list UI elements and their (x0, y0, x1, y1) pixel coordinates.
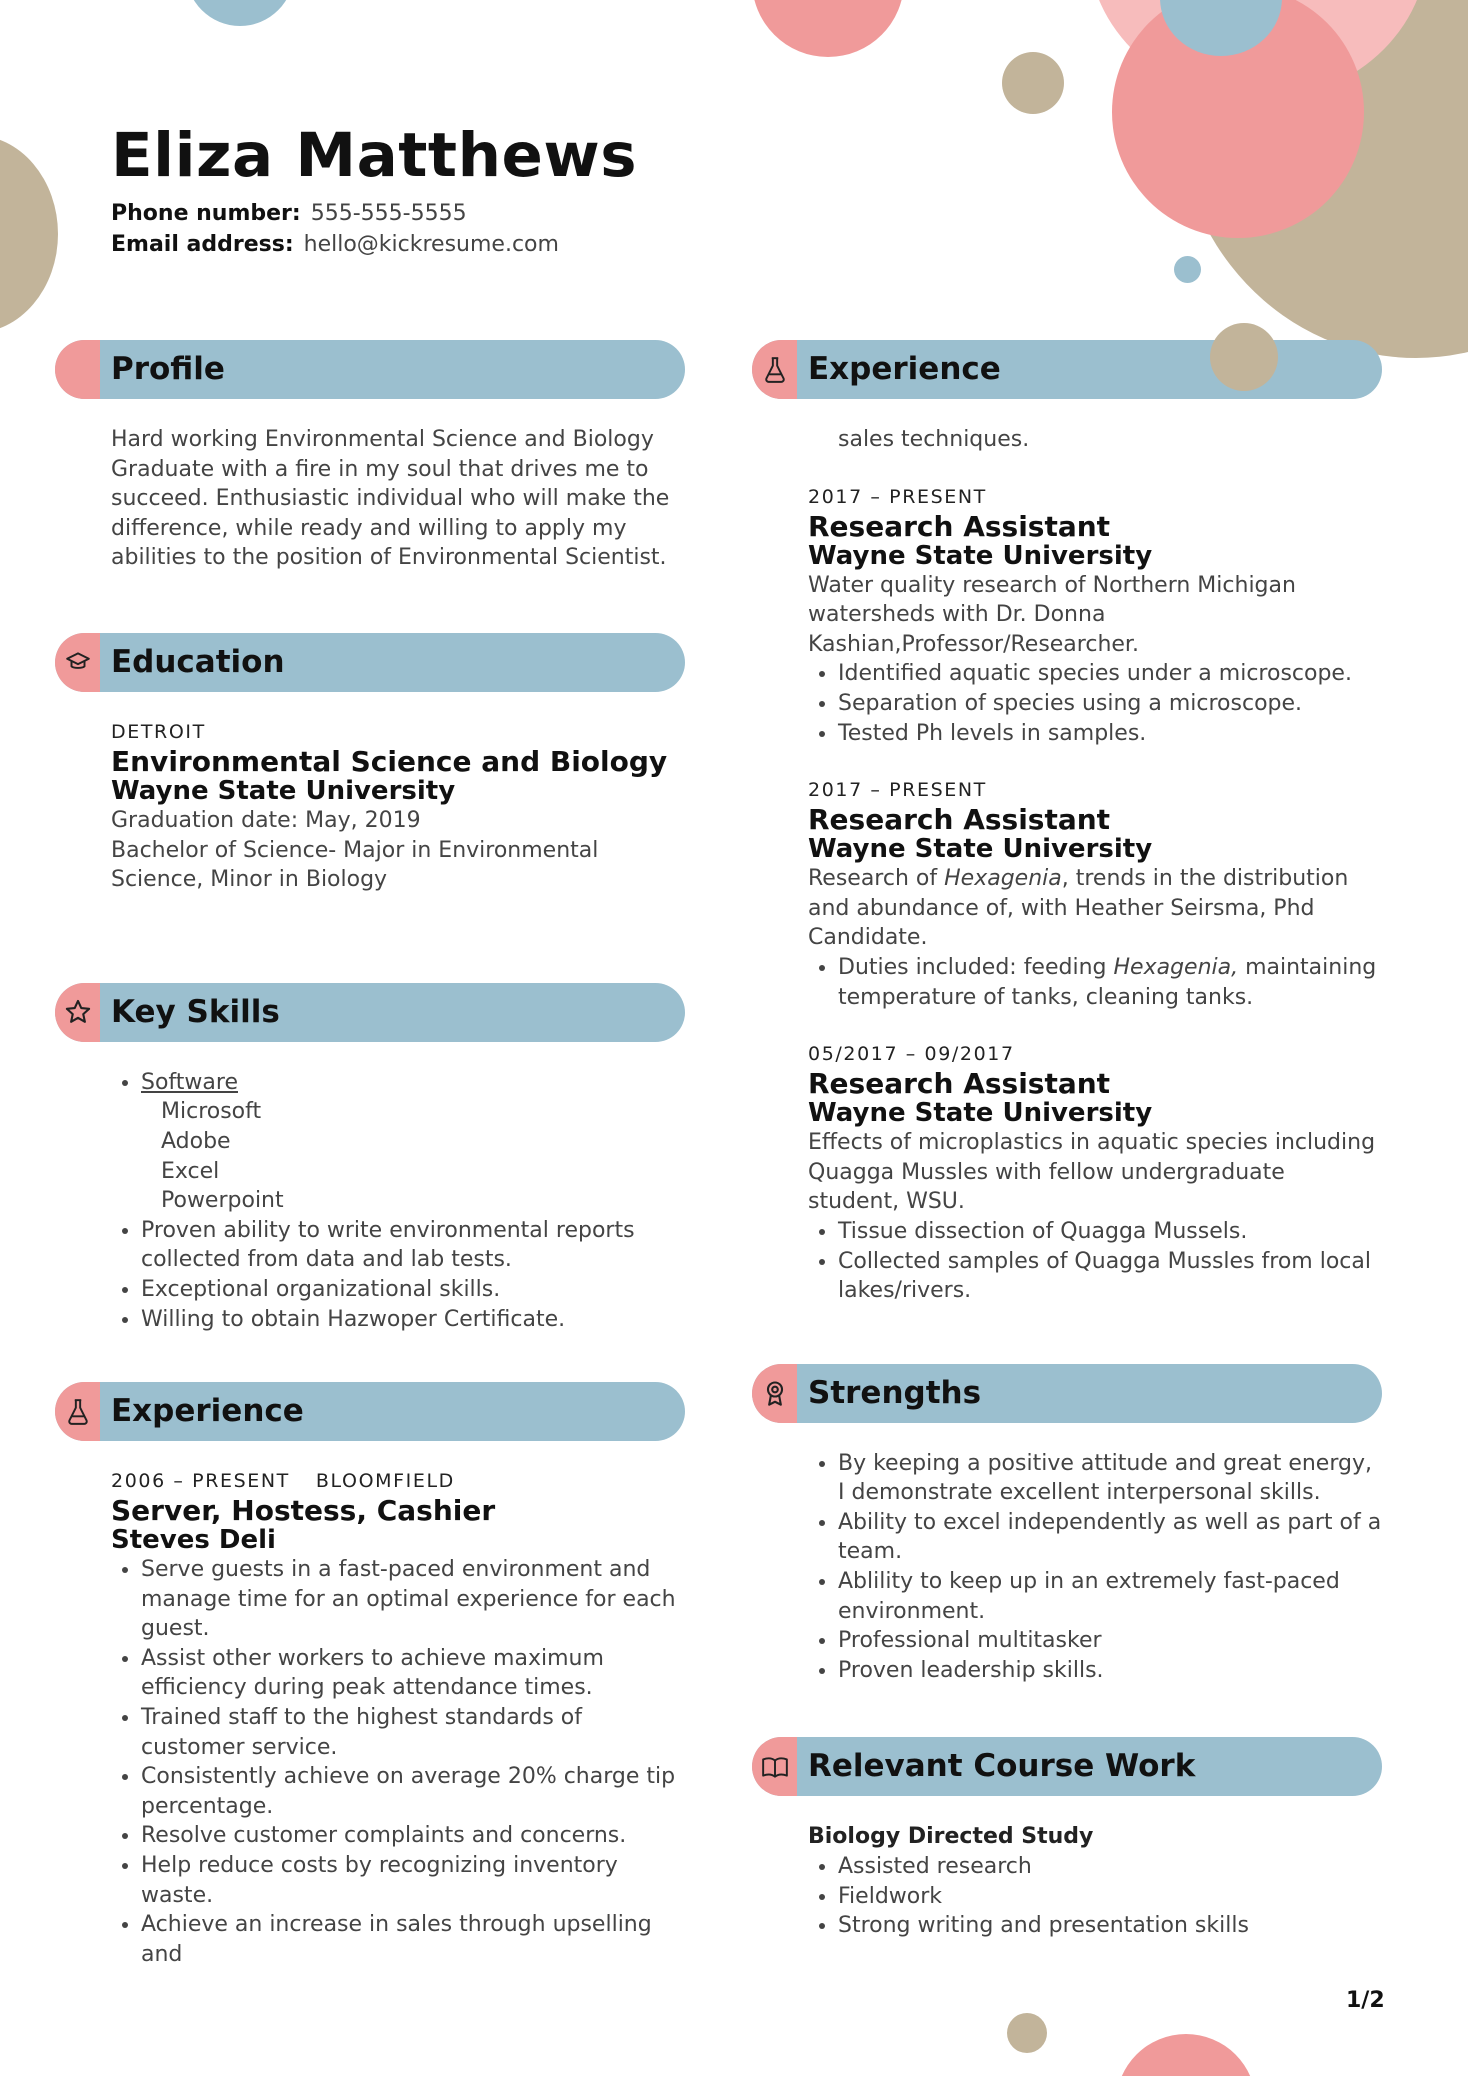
star-icon (64, 998, 92, 1026)
section-cap (55, 1382, 100, 1441)
job-date: 2017 – PRESENT (808, 779, 987, 802)
decor-circle (1007, 2013, 1047, 2053)
section-bar-skills (55, 983, 685, 1042)
job-description: Water quality research of Northern Michigan watersheds with Dr. Donna Kashian,Professor/Researcher. (808, 572, 1296, 657)
experience-right-body (752, 425, 1382, 1306)
section-title: Key Skills (111, 993, 280, 1030)
section-title: Experience (111, 1393, 304, 1430)
list-item: Excel (161, 1158, 220, 1184)
coursework-heading: Biology Directed Study (808, 1824, 1094, 1850)
section-title: Relevant Course Work (808, 1748, 1196, 1785)
list-item: • Professional multitasker (838, 1626, 1382, 1656)
job-entry (808, 1040, 1382, 1306)
desc-italic: Hexagenia (944, 866, 1062, 892)
email-label: Email address: (111, 232, 294, 257)
section-bar-strengths (752, 1364, 1382, 1423)
profile-body (55, 425, 685, 573)
resume-header (111, 118, 637, 260)
job-date: 05/2017 – 09/2017 (808, 1043, 1015, 1066)
section-cap (752, 340, 797, 399)
job-company: Wayne State University (808, 834, 1153, 865)
list-item: • Separation of species using a microscope. (838, 689, 1382, 719)
decor-circle (1002, 52, 1064, 114)
section-bar-coursework (752, 1737, 1382, 1796)
bullet-italic: Hexagenia, (1113, 954, 1239, 980)
education-details: Bachelor of Science- Major in Environmental Science, Minor in Biology (111, 837, 599, 893)
job-description (808, 864, 1382, 953)
bullet-text: Duties included: feeding (838, 954, 1114, 980)
list-item: • Help reduce costs by recognizing inventory waste. (141, 1851, 685, 1910)
education-graduation: Graduation date: May, 2019 (111, 807, 421, 833)
list-item: • Identified aquatic species under a microscope. (838, 659, 1382, 689)
list-item (838, 953, 1382, 1012)
skills-body (55, 1068, 685, 1334)
job-role: Research Assistant (808, 1067, 1111, 1101)
job-entry (808, 776, 1382, 1012)
list-item: • Ablility to keep up in an extremely fast-paced environment. (838, 1567, 1382, 1626)
list-item: • Strong writing and presentation skills (838, 1911, 1382, 1941)
job-location: BLOOMFIELD (315, 1470, 455, 1493)
list-item: • Tested Ph levels in samples. (838, 719, 1382, 749)
decor-circle (1174, 256, 1201, 283)
job-bullets (808, 1217, 1382, 1306)
list-item: • Trained staff to the highest standards of customer service. (141, 1703, 685, 1762)
continuation-text: sales techniques. (838, 427, 1030, 452)
list-item: • Fieldwork (838, 1882, 1382, 1912)
flask-icon (65, 1398, 91, 1426)
software-label: Software (141, 1069, 238, 1095)
list-item: • Proven leadership skills. (838, 1656, 1382, 1686)
desc-text: , trends in the distribution and abundance of, with Heather Seirsma, Phd Candidate. (808, 866, 1349, 951)
section-bar-education (55, 633, 685, 692)
list-item: • Assist other workers to achieve maximum efficiency during peak attendance times. (141, 1644, 685, 1703)
coursework-list (808, 1852, 1382, 1941)
phone-row (111, 198, 637, 229)
job-bullets (111, 1555, 685, 1969)
email-row (111, 229, 637, 260)
list-item: • By keeping a positive attitude and great energy, I demonstrate excellent interpersonal skills. (838, 1449, 1382, 1508)
decor-circle (0, 135, 58, 333)
list-item: • Assisted research (838, 1852, 1382, 1882)
decor-circle (186, 0, 294, 26)
section-title: Strengths (808, 1374, 982, 1411)
page-number: 1/2 (1346, 1988, 1385, 2013)
section-cap (752, 1364, 797, 1423)
education-location: DETROIT (111, 720, 206, 743)
software-list (141, 1097, 685, 1215)
experience-left-body (55, 1467, 685, 1969)
list-item: • Consistently achieve on average 20% charge tip percentage. (141, 1762, 685, 1821)
section-cap (55, 340, 100, 399)
coursework-body (752, 1822, 1382, 1940)
list-item: Powerpoint (161, 1188, 284, 1214)
job-company: Wayne State University (808, 1098, 1153, 1129)
list-item: • Collected samples of Quagga Mussles from local lakes/rivers. (838, 1247, 1382, 1306)
list-item: Adobe (161, 1128, 231, 1154)
education-school: Wayne State University (111, 775, 456, 806)
list-item: Microsoft (161, 1099, 262, 1125)
education-degree: Environmental Science and Biology (111, 744, 668, 778)
job-date-location (111, 1467, 685, 1495)
job-company: Wayne State University (808, 540, 1153, 571)
job-role: Server, Hostess, Cashier (111, 1494, 496, 1528)
section-bar-experience (752, 340, 1382, 399)
list-item: • Resolve customer complaints and concerns. (141, 1821, 685, 1851)
phone-label: Phone number: (111, 201, 301, 226)
section-bar-experience (55, 1382, 685, 1441)
section-cap (752, 1737, 797, 1796)
section-title: Education (111, 643, 285, 680)
profile-text: Hard working Environmental Science and Biology Graduate with a fire in my soul that drives me to succeed. Enthusiastic individual who will make the difference, while ready and willing to apply my abilities to the position of Environmental Scientist. (111, 427, 670, 571)
phone-value: 555-555-5555 (310, 201, 467, 226)
trophy-icon (761, 1379, 789, 1407)
flask-icon (762, 356, 788, 384)
job-bullets (808, 953, 1382, 1012)
list-item: • Tissue dissection of Quagga Mussels. (838, 1217, 1382, 1247)
list-item: • Proven ability to write environmental reports collected from data and lab tests. (141, 1216, 685, 1275)
job-date: 2006 – PRESENT (111, 1470, 290, 1493)
bullet-text: maintaining temperature of tanks, cleaning tanks. (838, 954, 1377, 1010)
section-title: Experience (808, 351, 1001, 387)
strengths-list (808, 1449, 1382, 1686)
section-cap (55, 633, 100, 692)
skills-list (111, 1068, 685, 1334)
job-company: Steves Deli (111, 1525, 276, 1556)
job-bullets (808, 659, 1382, 748)
graduation-cap-icon (65, 649, 91, 675)
list-item: • Achieve an increase in sales through upselling and (141, 1910, 685, 1969)
decor-circle (1116, 2034, 1256, 2076)
strengths-body (752, 1449, 1382, 1686)
book-icon (761, 1754, 789, 1780)
job-description: Effects of microplastics in aquatic species including Quagga Mussles with fellow undergraduate student, WSU. (808, 1130, 1376, 1215)
section-bar-profile (55, 340, 685, 399)
email-value: hello@kickresume.com (303, 232, 559, 257)
list-item: • Ability to excel independently as well as part of a team. (838, 1508, 1382, 1567)
right-column (752, 340, 1382, 1941)
job-entry (808, 483, 1382, 749)
section-cap (55, 983, 100, 1042)
job-role: Research Assistant (808, 803, 1111, 837)
list-item: • Willing to obtain Hazwoper Certificate. (141, 1305, 685, 1335)
decor-circle (1210, 323, 1278, 391)
candidate-name: Eliza Matthews (111, 120, 638, 191)
education-body (55, 718, 685, 895)
section-title: Profile (111, 351, 225, 387)
left-column (55, 340, 685, 1969)
list-item (141, 1068, 685, 1216)
job-role: Research Assistant (808, 509, 1111, 543)
list-item: • Serve guests in a fast-paced environment and manage time for an optimal experience for each guest. (141, 1555, 685, 1644)
list-item: • Exceptional organizational skills. (141, 1275, 685, 1305)
job-date: 2017 – PRESENT (808, 485, 987, 508)
desc-text: Research of (808, 866, 945, 892)
decor-circle (752, 0, 904, 57)
